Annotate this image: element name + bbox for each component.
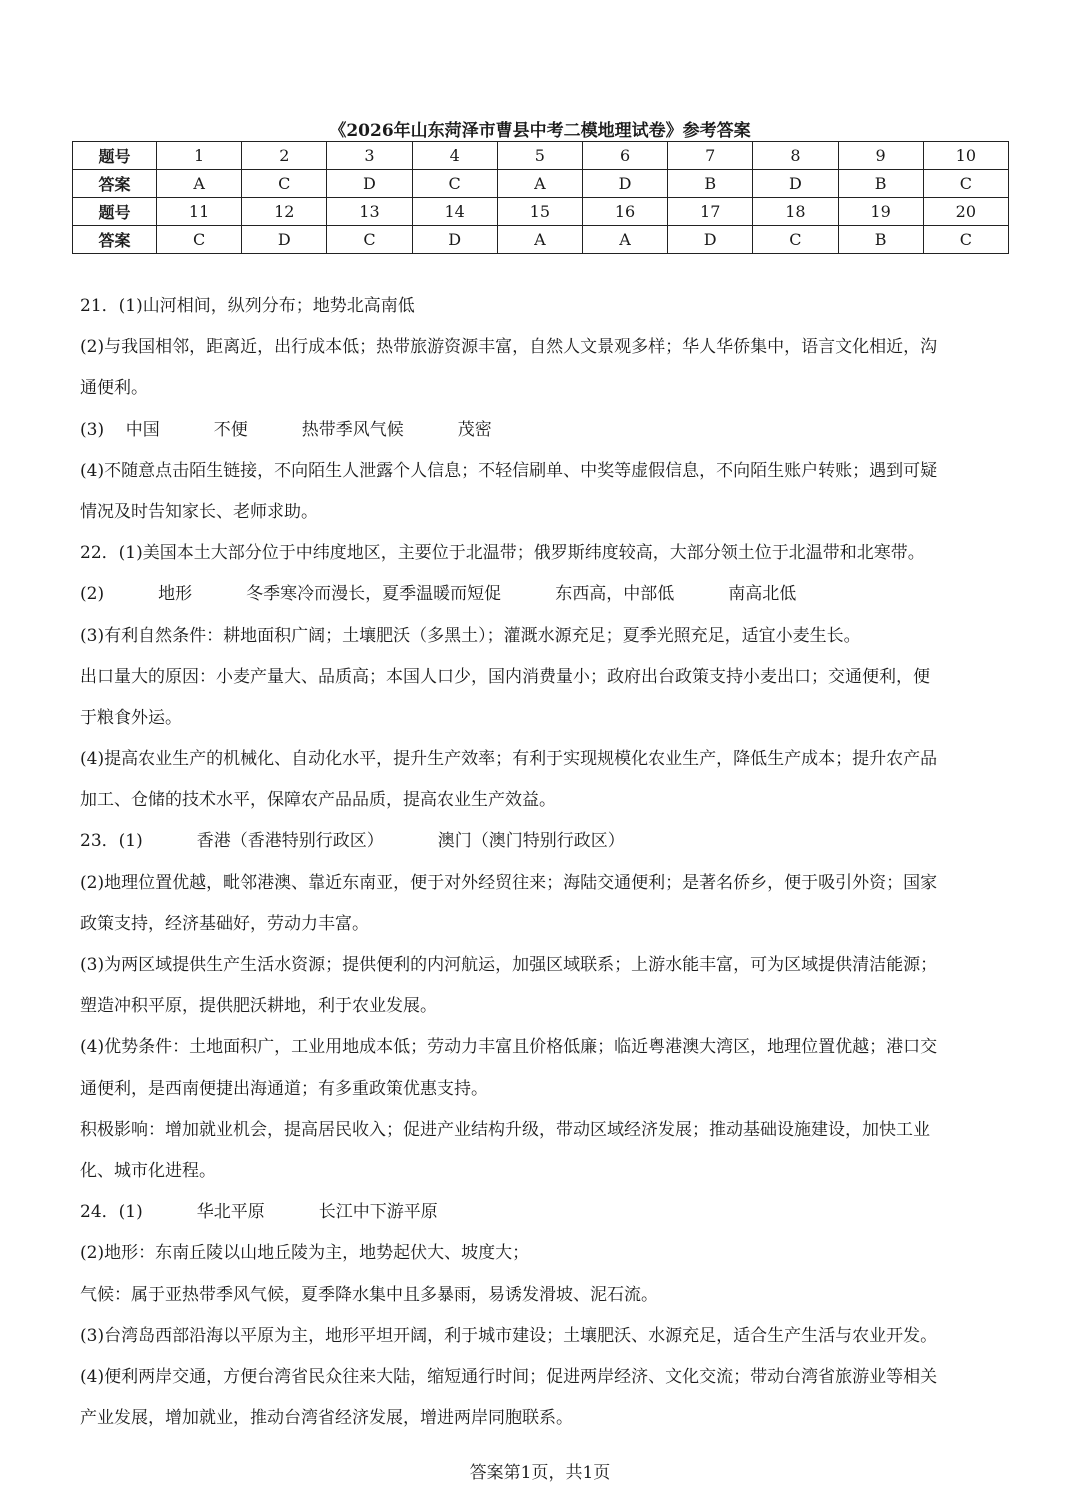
table-cell: 13: [327, 198, 412, 226]
page-footer: 答案第1页，共1页: [469, 1463, 611, 1483]
table-cell: D: [327, 170, 412, 198]
text-line: 出口量大的原因：小麦产量大、品质高；本国人口少，国内消费量小；政府出台政策支持小麦出口；交通便利，便: [80, 666, 930, 687]
text-line: (4)便利两岸交通，方便台湾省民众往来大陆，缩短通行时间；促进两岸经济、文化交流；带动台湾省旅游业等相关: [80, 1366, 938, 1387]
table-cell: B: [838, 170, 923, 198]
table-cell: B: [838, 226, 923, 254]
table-cell: D: [242, 226, 327, 254]
text-line: 政策支持，经济基础好，劳动力丰富。: [80, 913, 369, 934]
table-cell: 8: [753, 142, 838, 170]
table-cell: 16: [582, 198, 667, 226]
table-cell: 2: [242, 142, 327, 170]
table-cell: A: [497, 226, 582, 254]
text-line: 21．(1)山河相间，纵列分布；地势北高南低: [80, 296, 415, 316]
text-line: (2)地形：东南丘陵以山地丘陵为主，地势起伏大、坡度大；: [80, 1243, 530, 1264]
text-line: (4)不随意点击陌生链接，不向陌生人泄露个人信息；不轻信刷单、中奖等虚假信息，不向陌生账户转账；遇到可疑: [80, 460, 938, 481]
text-line: 气候：属于亚热带季风气候，夏季降水集中且多暴雨，易诱发滑坡、泥石流。: [80, 1284, 658, 1305]
table-cell: 10: [923, 142, 1008, 170]
table-cell: C: [327, 226, 412, 254]
table-cell: 7: [668, 142, 753, 170]
table-cell: 14: [412, 198, 497, 226]
table-cell: C: [753, 226, 838, 254]
document-title: 《2026年山东菏泽市曹县中考二模地理试卷》参考答案: [329, 121, 751, 141]
table-cell: 18: [753, 198, 838, 226]
text-line: 24．(1) 华北平原 长江中下游平原: [80, 1202, 438, 1223]
text-line: (3) 中国 不便 热带季风气候 茂密: [80, 419, 492, 440]
table-cell: C: [157, 226, 242, 254]
text-line: 积极影响：增加就业机会，提高居民收入；促进产业结构升级，带动区域经济发展；推动基础设施建设，加快工业: [80, 1119, 930, 1140]
table-cell: D: [753, 170, 838, 198]
text-line: (4)优势条件：土地面积广，工业用地成本低；劳动力丰富且价格低廉；临近粤港澳大湾区，地理位置优越；港口交: [80, 1037, 938, 1058]
answer-explanations: [80, 286, 1004, 1439]
text-line: 通便利。: [80, 378, 148, 399]
table-row: [73, 170, 1009, 198]
row-header-cell: 答案: [73, 170, 157, 198]
table-row: [73, 226, 1009, 254]
text-line: (2)与我国相邻，距离近，出行成本低；热带旅游资源丰富，自然人文景观多样；华人华侨集中，语言文化相近，沟: [80, 337, 938, 358]
table-cell: 19: [838, 198, 923, 226]
table-cell: C: [412, 170, 497, 198]
table-cell: A: [582, 226, 667, 254]
text-line: (2) 地形 冬季寒冷而漫长，夏季温暖而短促 东西高，中部低 南高北低: [80, 584, 797, 605]
table-cell: D: [582, 170, 667, 198]
text-line: 加工、仓储的技术水平，保障农产品品质，提高农业生产效益。: [80, 790, 556, 811]
text-line: 塑造冲积平原，提供肥沃耕地，利于农业发展。: [80, 996, 437, 1017]
table-cell: 6: [582, 142, 667, 170]
table-cell: 5: [497, 142, 582, 170]
table-cell: 12: [242, 198, 327, 226]
table-cell: C: [923, 226, 1008, 254]
table-cell: 17: [668, 198, 753, 226]
table-row: [73, 142, 1009, 170]
table-cell: C: [923, 170, 1008, 198]
table-cell: 3: [327, 142, 412, 170]
text-line: 22．(1)美国本土大部分位于中纬度地区，主要位于北温带；俄罗斯纬度较高，大部分领土位于北温带和北寒带。: [80, 543, 925, 564]
text-line: (4)提高农业生产的机械化、自动化水平，提升生产效率；有利于实现规模化农业生产，降低生产成本；提升农产品: [80, 749, 938, 770]
table-cell: B: [668, 170, 753, 198]
row-header-cell: 题号: [73, 142, 157, 170]
text-line: 化、城市化进程。: [80, 1160, 216, 1181]
text-line: 情况及时告知家长、老师求助。: [80, 501, 318, 522]
text-line: 产业发展，增加就业，推动台湾省经济发展，增进两岸同胞联系。: [80, 1408, 573, 1429]
table-cell: 4: [412, 142, 497, 170]
table-cell: C: [242, 170, 327, 198]
text-line: (3)有利自然条件：耕地面积广阔；土壤肥沃（多黑土）；灌溉水源充足；夏季光照充足，适宜小麦生长。: [80, 625, 861, 646]
table-cell: A: [157, 170, 242, 198]
text-line: 通便利，是西南便捷出海通道；有多重政策优惠支持。: [80, 1078, 488, 1099]
row-header-cell: 题号: [73, 198, 157, 226]
table-cell: D: [412, 226, 497, 254]
text-line: (2)地理位置优越，毗邻港澳、靠近东南亚，便于对外经贸往来；海陆交通便利；是著名侨乡，便于吸引外资；国家: [80, 872, 938, 893]
table-cell: 9: [838, 142, 923, 170]
table-cell: A: [497, 170, 582, 198]
table-cell: 20: [923, 198, 1008, 226]
text-line: 23．(1) 香港（香港特别行政区） 澳门（澳门特别行政区）: [80, 831, 625, 852]
table-cell: 1: [157, 142, 242, 170]
table-row: [73, 198, 1009, 226]
answer-table: [72, 141, 1009, 254]
row-header-cell: 答案: [73, 226, 157, 254]
table-cell: 11: [157, 198, 242, 226]
text-line: (3)为两区域提供生产生活水资源；提供便利的内河航运，加强区域联系；上游水能丰富，可为区域提供清洁能源；: [80, 955, 938, 975]
table-cell: 15: [497, 198, 582, 226]
text-line: 于粮食外运。: [80, 707, 182, 728]
table-cell: D: [668, 226, 753, 254]
text-line: (3)台湾岛西部沿海以平原为主，地形平坦开阔，利于城市建设；土壤肥沃、水源充足，适合生产生活与农业开发。: [80, 1325, 938, 1346]
